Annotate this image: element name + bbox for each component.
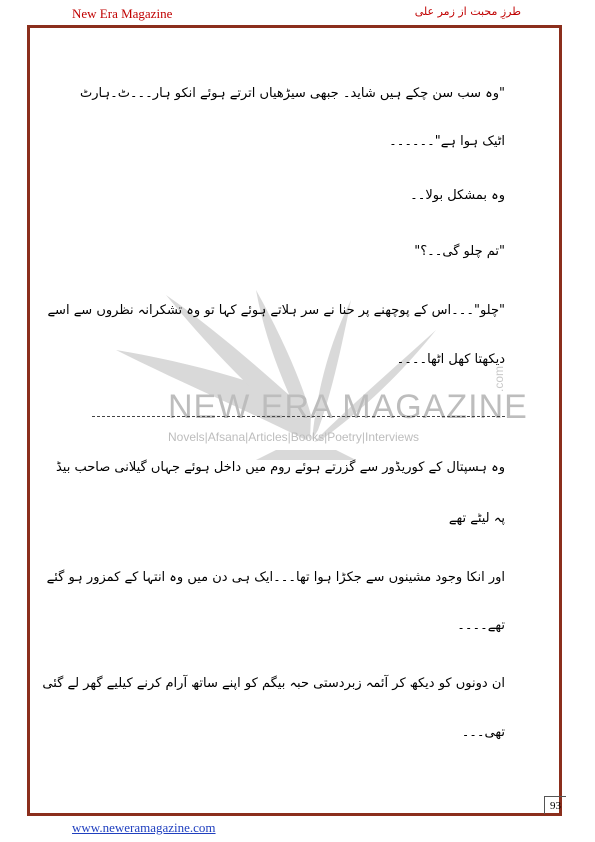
text-line: تھی۔۔۔ — [461, 725, 505, 740]
text-line: پہ لیٹے تھے — [448, 511, 505, 526]
text-line: ان دونوں کو دیکھ کر آئمہ زبردستی حبہ بیگم کو اپنے ساتھ آرام کرنے کیلیے گھر لے گئی — [42, 676, 505, 691]
page-number: 93 — [544, 796, 566, 814]
text-line: دیکھتا کھل اٹھا۔۔۔۔ — [396, 352, 505, 367]
watermark-domain: .com — [492, 365, 506, 392]
text-line: "وہ سب سن چکے ہیں شاید۔ جبھی سیڑھیاں اترتے ہوئے انکو ہار۔۔۔ٹ۔ہارٹ — [79, 86, 505, 101]
text-line: "تم چلو گی۔۔؟" — [414, 244, 505, 259]
footer-website-link[interactable]: www.neweramagazine.com — [72, 820, 216, 835]
text-line: تھے۔۔۔۔ — [457, 618, 505, 633]
section-divider — [92, 416, 505, 417]
watermark-tagline: Novels|Afsana|Articles|Books|Poetry|Interviews — [168, 430, 420, 444]
text-line: وہ ہسپتال کے کوریڈور سے گزرتے ہوئے روم میں داخل ہوئے جہاں گیلانی صاحب بیڈ — [55, 460, 505, 475]
text-line: وہ بمشکل بولا۔۔ — [410, 188, 505, 203]
magazine-name: New Era Magazine — [72, 6, 173, 21]
text-line: اٹیک ہوا ہے"۔۔۔۔۔۔ — [389, 134, 505, 149]
story-title: طرزِ محبت از زمر علی — [414, 5, 521, 18]
text-line: اور انکا وجود مشینوں سے جکڑا ہوا تھا۔۔۔ایک ہی دن میں وہ انتہا کے کمزور ہو گئے — [46, 570, 505, 585]
watermark-name: NEW ERA MAGAZINE — [168, 388, 528, 426]
text-line: "چلو"۔۔۔اس کے پوچھنے پر حنا نے سر ہلاتے ہوئے کہا تو وہ تشکرانہ نظروں سے اسے — [47, 303, 505, 318]
